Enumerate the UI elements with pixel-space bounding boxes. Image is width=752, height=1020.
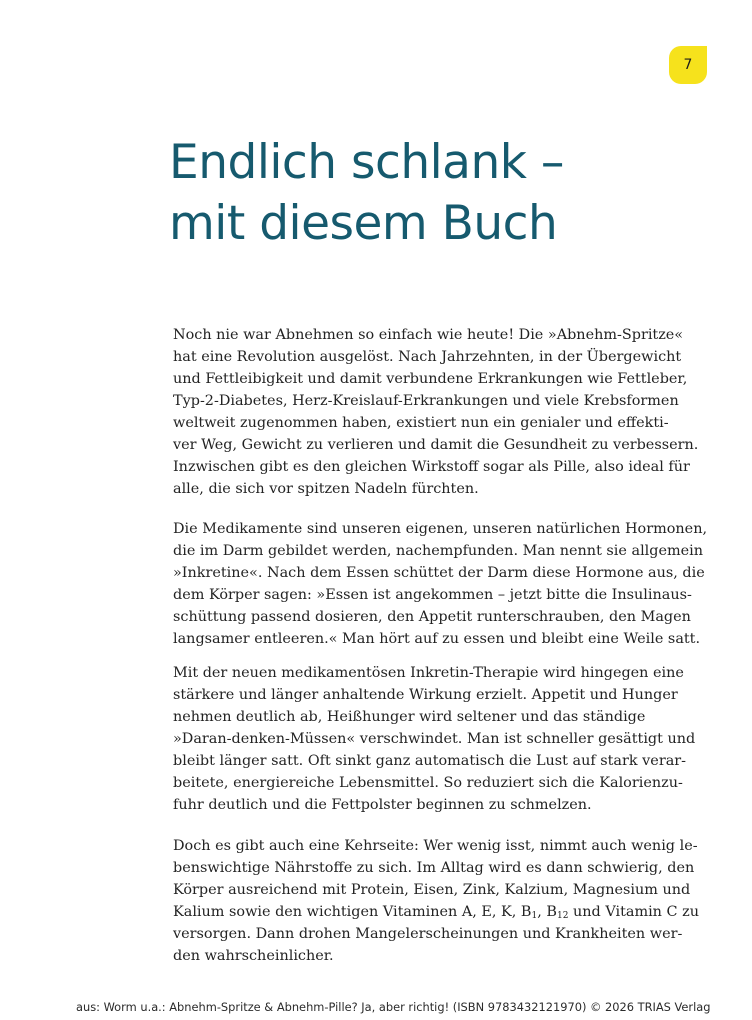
page-number-badge bbox=[669, 46, 707, 84]
footer-citation: aus: Worm u.a.: Abnehm-Spritze & Abnehm-Pille? Ja, aber richtig! (ISBN 9783432121970) © 2026 TRIAS Verlag bbox=[76, 1000, 711, 1014]
page-number: 7 bbox=[683, 57, 693, 73]
title-line-2: mit diesem Buch bbox=[169, 196, 558, 251]
paragraph-2 bbox=[173, 518, 708, 650]
title-line-1: Endlich schlank – bbox=[169, 135, 564, 190]
text-segment: Kalium sowie den wichtigen Vitaminen A, E, K, B bbox=[173, 904, 532, 920]
text-line: Typ-2-Diabetes, Herz-Kreislauf-Erkrankungen und viele Krebsformen bbox=[173, 393, 679, 409]
text-line: schüttung passend dosieren, den Appetit runterschrauben, den Magen bbox=[173, 609, 691, 625]
text-line: ver Weg, Gewicht zu verlieren und damit die Gesundheit zu verbessern. bbox=[173, 437, 699, 453]
subscript: 1 bbox=[531, 911, 538, 921]
text-line: Mit der neuen medikamentösen Inkretin-Therapie wird hingegen eine bbox=[173, 665, 684, 681]
text-line: die im Darm gebildet werden, nachempfunden. Man nennt sie allgemein bbox=[173, 543, 704, 559]
paragraph-4 bbox=[173, 835, 699, 967]
text-line: fuhr deutlich und die Fettpolster beginnen zu schmelzen. bbox=[173, 797, 592, 813]
text-line: hat eine Revolution ausgelöst. Nach Jahrzehnten, in der Übergewicht bbox=[173, 349, 682, 365]
text-line: bleibt länger satt. Oft sinkt ganz automatisch die Lust auf stark verar- bbox=[173, 753, 687, 769]
text-line: alle, die sich vor spitzen Nadeln fürchten. bbox=[173, 481, 479, 497]
text-line: Die Medikamente sind unseren eigenen, unseren natürlichen Hormonen, bbox=[173, 521, 708, 537]
text-line: »Daran-denken-Müssen« verschwindet. Man ist schneller gesättigt und bbox=[173, 731, 696, 747]
text-line: den wahrscheinlicher. bbox=[173, 948, 334, 964]
text-line: weltweit zugenommen haben, existiert nun ein genialer und effekti- bbox=[173, 415, 669, 431]
text-line: Doch es gibt auch eine Kehrseite: Wer wenig isst, nimmt auch wenig le- bbox=[173, 838, 698, 854]
subscript: 12 bbox=[556, 911, 569, 921]
text-line: dem Körper sagen: »Essen ist angekommen – jetzt bitte die Insulinaus- bbox=[173, 587, 692, 603]
text-line: langsamer entleeren.« Man hört auf zu essen und bleibt eine Weile satt. bbox=[173, 631, 701, 647]
text-line-with-subscripts bbox=[173, 901, 699, 923]
text-line: versorgen. Dann drohen Mangelerscheinungen und Krankheiten wer- bbox=[173, 926, 683, 942]
text-line: »Inkretine«. Nach dem Essen schüttet der Darm diese Hormone aus, die bbox=[173, 565, 705, 581]
text-line: beitete, energiereiche Lebensmittel. So reduziert sich die Kalorienzu- bbox=[173, 775, 683, 791]
page-title bbox=[169, 132, 729, 254]
paragraph-1 bbox=[173, 324, 699, 500]
text-line: Inzwischen gibt es den gleichen Wirkstoff sogar als Pille, also ideal für bbox=[173, 459, 690, 475]
text-segment: und Vitamin C zu bbox=[568, 904, 699, 920]
text-line: Noch nie war Abnehmen so einfach wie heute! Die »Abnehm-Spritze« bbox=[173, 327, 684, 343]
paragraph-3 bbox=[173, 662, 696, 816]
text-line: benswichtige Nährstoffe zu sich. Im Alltag wird es dann schwierig, den bbox=[173, 860, 695, 876]
text-line: und Fettleibigkeit und damit verbundene Erkrankungen wie Fettleber, bbox=[173, 371, 688, 387]
text-line: stärkere und länger anhaltende Wirkung erzielt. Appetit und Hunger bbox=[173, 687, 678, 703]
text-line: Körper ausreichend mit Protein, Eisen, Zink, Kalzium, Magnesium und bbox=[173, 882, 691, 898]
text-line: nehmen deutlich ab, Heißhunger wird seltener und das ständige bbox=[173, 709, 646, 725]
text-segment: , B bbox=[537, 904, 557, 920]
